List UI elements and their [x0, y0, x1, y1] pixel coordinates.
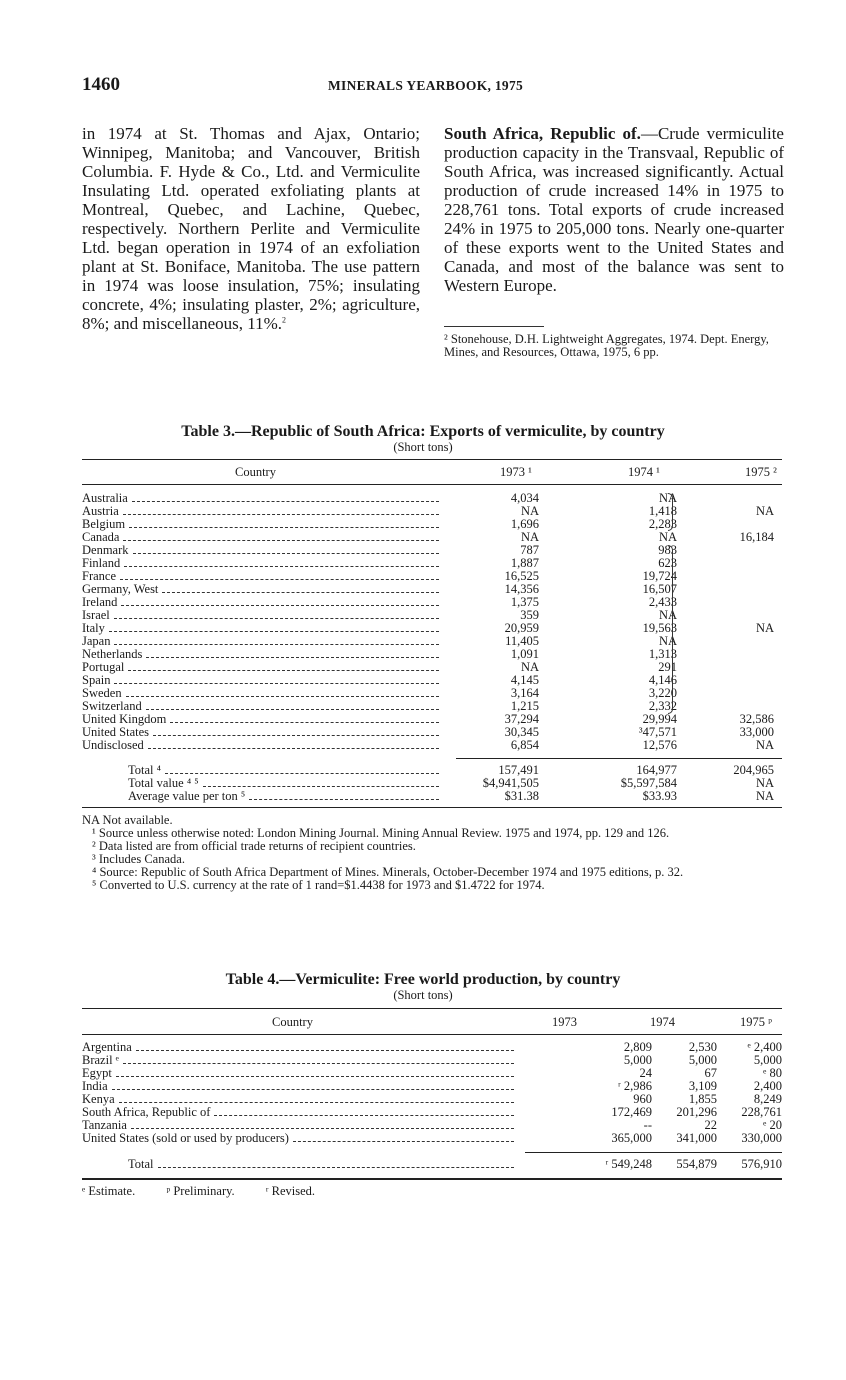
country-cell: [82, 635, 462, 648]
leader-dots: [162, 584, 439, 593]
row-label: Canada: [82, 531, 120, 544]
value-cell-1973: 14,356: [504, 582, 539, 596]
table-row: [82, 570, 782, 583]
country-cell: [82, 739, 462, 752]
value-cell-1973: 20,959: [504, 621, 539, 635]
page-number: 1460: [82, 74, 120, 95]
value-cell-1974: 164,977: [636, 763, 677, 777]
value-cell-1974: 5,000: [688, 1053, 717, 1067]
table4-title: Table 4.—Vermiculite: Free world production, by country: [225, 971, 621, 988]
row-label: Austria: [82, 505, 119, 518]
value-cell-1973: ʳ 549,248: [605, 1157, 652, 1171]
country-cell: [82, 570, 462, 583]
country-cell: [82, 557, 462, 570]
brace-1975-group1: [668, 493, 673, 531]
value-cell-1973: 172,469: [611, 1105, 652, 1119]
country-cell: [82, 609, 462, 622]
country-cell: [82, 583, 462, 596]
value-cell-1973: 787: [520, 543, 539, 557]
value-cell-1973: 2,809: [623, 1040, 652, 1054]
row-label: Belgium: [82, 518, 126, 531]
row-label: Germany, West: [82, 583, 159, 596]
leader-dots: [114, 675, 439, 684]
value-cell-1974: 16,507: [642, 582, 677, 596]
table3-head-rule: [82, 484, 782, 485]
value-cell-1975: 32,586: [739, 712, 774, 726]
leader-dots: [170, 714, 439, 723]
value-cell-1974: $33.93: [642, 789, 677, 803]
value-cell-1974: 554,879: [676, 1157, 717, 1171]
table-row: [82, 777, 782, 790]
table-row: [82, 700, 782, 713]
leader-dots: [116, 1068, 514, 1077]
value-cell-1975: 576,910: [741, 1157, 782, 1171]
row-label: United States (sold or used by producers): [82, 1132, 289, 1145]
footnote-2: ² Stonehouse, D.H. Lightweight Aggregates, 1974. Dept. Energy, Mines, and Resources, Ottawa, 1975, 6 pp.: [444, 332, 769, 359]
table4-subtitle: (Short tons): [393, 988, 453, 1002]
leader-dots: [148, 740, 439, 749]
row-label: Egypt: [82, 1067, 112, 1080]
country-cell: [82, 492, 462, 505]
value-cell-1975: 204,965: [733, 763, 774, 777]
leader-dots: [123, 506, 439, 515]
table4-head-rule: [82, 1034, 782, 1035]
row-label: Undisclosed: [82, 739, 144, 752]
value-cell-1974: 623: [658, 556, 677, 570]
value-cell-1975: ᵉ 80: [763, 1066, 782, 1080]
row-label: Brazil ᵉ: [82, 1054, 119, 1067]
value-cell-1974: 12,576: [642, 738, 677, 752]
value-cell-1975: [685, 648, 782, 661]
country-cell: [82, 531, 462, 544]
leader-dots: [203, 778, 439, 787]
table-row: [82, 1106, 782, 1119]
value-cell-1975: [685, 596, 782, 609]
value-cell-1974: 3,109: [688, 1079, 717, 1093]
left-column-text: in 1974 at St. Thomas and Ajax, Ontario; Winnipeg, Manitoba; and Vancouver, British Columbia. F. Hyde & Co., Ltd. and Vermiculite Insulating Ltd. operated exfoliating plants at Montreal, Quebec, and Lachine, Quebec, respectively. Northern Perlite and Vermiculite Ltd. began operation in 1974 of an exfoliation plant at St. Boniface, Manitoba. The use pattern in 1974 was loose insulation, 75%; insulating concrete, 4%; insulating plaster, 2%; agriculture, 8%; and miscellaneous, 11%.: [82, 124, 420, 333]
value-cell-1973: NA: [520, 504, 539, 518]
row-label: Switzerland: [82, 700, 142, 713]
table-row: [82, 518, 782, 531]
country-cell: [82, 596, 462, 609]
value-cell-1974: NA: [658, 530, 677, 544]
value-cell-1974: 29,994: [642, 712, 677, 726]
value-cell-1974: 22: [704, 1118, 717, 1132]
leader-dots: [126, 688, 439, 697]
table3-col-country: Country: [235, 465, 276, 479]
leader-dots: [146, 701, 439, 710]
table3-notes: [82, 814, 782, 892]
row-label: Ireland: [82, 596, 118, 609]
table4-bottom-rule: [82, 1178, 782, 1180]
country-cell: [82, 1132, 522, 1145]
value-cell-1973: 11,405: [505, 634, 539, 648]
row-label: Spain: [82, 674, 111, 687]
table3-subtitle: (Short tons): [393, 440, 453, 454]
value-cell-1975: 2,400: [753, 1079, 782, 1093]
table3-title: Table 3.—Republic of South Africa: Exports of vermiculite, by country: [181, 423, 665, 440]
leader-dots: [133, 545, 439, 554]
value-cell-1974: 1,313: [648, 647, 677, 661]
right-column-text: —Crude vermiculite production capacity in the Transvaal, Republic of South Africa, was increased significantly. Actual production of crude increased 14% in 1975 to 228,761 tons. Total exports of crude increased 24% in 1975 to 205,000 tons. Nearly one-quarter of these exports went to the United States and Canada, and most of the balance was sent to Western Europe.: [444, 124, 784, 295]
value-cell-1973: 16,525: [504, 569, 539, 583]
value-cell-1974: NA: [658, 634, 677, 648]
value-cell-1975: [685, 674, 782, 687]
value-cell-1974: 2,530: [688, 1040, 717, 1054]
leader-dots: [119, 1094, 514, 1103]
table4-col-1974: 1974: [650, 1015, 675, 1029]
value-cell-1975: [685, 687, 782, 700]
value-cell-1973: 157,491: [498, 763, 539, 777]
value-cell-1974: 19,563: [642, 621, 677, 635]
value-cell-1975: NA: [755, 789, 774, 803]
value-cell-1975: 8,249: [753, 1092, 782, 1106]
leader-dots: [146, 649, 439, 658]
leader-dots: [214, 1107, 514, 1116]
table-row: [82, 583, 782, 596]
leader-dots: [120, 571, 439, 580]
legend-preliminary: ᵖ Preliminary.: [166, 1184, 235, 1198]
leader-dots: [112, 1081, 514, 1090]
country-cell: [82, 674, 462, 687]
country-cell: [82, 518, 462, 531]
table3-col-1975: 1975 ²: [745, 465, 777, 479]
value-cell-1973: 365,000: [611, 1131, 652, 1145]
table-row: [82, 635, 782, 648]
table-row: [82, 531, 782, 544]
table3-total-rule: [456, 758, 782, 759]
value-cell-1973: --: [643, 1118, 652, 1132]
table4-col-country: Country: [272, 1015, 313, 1029]
value-cell-1973: 359: [520, 608, 539, 622]
value-cell-1973: 30,345: [504, 725, 539, 739]
value-cell-1975: NA: [755, 621, 774, 635]
leader-dots: [136, 1042, 514, 1051]
country-cell: [82, 700, 462, 713]
table-row: [82, 1054, 782, 1067]
value-cell-1975: 228,761: [741, 1105, 782, 1119]
value-cell-1973: 1,215: [510, 699, 539, 713]
value-cell-1975: [685, 557, 782, 570]
country-cell: [82, 1067, 522, 1080]
leader-dots: [132, 493, 439, 502]
footnote-rule: [444, 326, 544, 327]
value-cell-1975: ᵉ 20: [763, 1118, 782, 1132]
table-row: [82, 609, 782, 622]
table3-top-rule: [82, 459, 782, 460]
leader-dots: [123, 1055, 514, 1064]
table-row: [82, 492, 782, 505]
table-row: [82, 687, 782, 700]
value-cell-1974: 2,433: [648, 595, 677, 609]
body-right-column: [444, 124, 784, 295]
country-cell: [82, 713, 462, 726]
country-cell: [82, 687, 462, 700]
row-label: United States: [82, 726, 150, 739]
value-cell-1974: 341,000: [676, 1131, 717, 1145]
table-row: [82, 661, 782, 674]
value-cell-1975: NA: [755, 504, 774, 518]
row-label: Sweden: [82, 687, 122, 700]
value-cell-1973: 1,091: [510, 647, 539, 661]
table3-body: [82, 492, 782, 752]
table-row: [82, 1158, 782, 1171]
note-3: ³ Includes Canada.: [92, 852, 185, 866]
value-cell-1973: 37,294: [504, 712, 539, 726]
row-label: Japan: [82, 635, 111, 648]
note-5: ⁵ Converted to U.S. currency at the rate of 1 rand=$1.4438 for 1973 and $1.4722 for 1974.: [92, 878, 545, 892]
brace-1975-group2: [668, 545, 673, 714]
country-cell: [82, 544, 462, 557]
value-cell-1974: 67: [704, 1066, 717, 1080]
value-cell-1975: [685, 661, 782, 674]
table-row: [82, 648, 782, 661]
row-label: Finland: [82, 557, 121, 570]
value-cell-1975: 330,000: [741, 1131, 782, 1145]
country-cell: [82, 1119, 522, 1132]
value-cell-1973: 1,375: [510, 595, 539, 609]
value-cell-1975: 5,000: [753, 1053, 782, 1067]
table3-totals: [82, 764, 782, 803]
note-4: ⁴ Source: Republic of South Africa Department of Mines. Minerals, October-December 1974 and 1975 editions, p. 32.: [92, 865, 684, 879]
value-cell-1974: 4,146: [648, 673, 677, 687]
country-cell: [82, 1041, 522, 1054]
row-label: Italy: [82, 622, 105, 635]
value-cell-1973: 1,887: [510, 556, 539, 570]
table4-legend: [82, 1185, 315, 1198]
leader-dots: [165, 765, 439, 774]
value-cell-1975: [685, 570, 782, 583]
country-cell: [82, 1054, 522, 1067]
section-lead: South Africa, Republic of.: [444, 124, 641, 143]
table-row: [82, 622, 782, 635]
leader-dots: [121, 597, 439, 606]
leader-dots: [153, 727, 439, 736]
country-cell: [82, 661, 462, 674]
table-row: [82, 739, 782, 752]
value-cell-1974: 19,724: [642, 569, 677, 583]
value-cell-1974: NA: [658, 608, 677, 622]
row-label: Kenya: [82, 1093, 115, 1106]
country-cell: [82, 764, 462, 777]
leader-dots: [158, 1159, 514, 1168]
table-row: [82, 505, 782, 518]
row-label: France: [82, 570, 117, 583]
country-cell: [82, 790, 462, 803]
row-label: Denmark: [82, 544, 129, 557]
table-row: [82, 1067, 782, 1080]
value-cell-1975: NA: [755, 738, 774, 752]
table-row: [82, 557, 782, 570]
country-cell: [82, 1106, 522, 1119]
note-1: ¹ Source unless otherwise noted: London Mining Journal. Mining Annual Review. 1975 and 1974, pp. 129 and 126.: [92, 826, 670, 840]
value-cell-1974: 983: [658, 543, 677, 557]
value-cell-1973: 960: [633, 1092, 652, 1106]
row-label: South Africa, Republic of: [82, 1106, 211, 1119]
value-cell-1973: 4,145: [510, 673, 539, 687]
value-cell-1975: ᵉ 2,400: [747, 1040, 782, 1054]
leader-dots: [123, 532, 439, 541]
leader-dots: [114, 636, 439, 645]
legend-revised: ʳ Revised.: [265, 1184, 316, 1198]
table3-col-1973: 1973 ¹: [500, 465, 532, 479]
row-label: Australia: [82, 492, 128, 505]
row-label: India: [82, 1080, 108, 1093]
value-cell-1973: 4,034: [510, 491, 539, 505]
table-row: [82, 1080, 782, 1093]
value-cell-1975: 16,184: [739, 530, 774, 544]
country-cell: [82, 1158, 522, 1171]
table-row: [82, 1041, 782, 1054]
table3-col-1974: 1974 ¹: [628, 465, 660, 479]
value-cell-1973: 1,696: [510, 517, 539, 531]
value-cell-1975: [685, 583, 782, 596]
table4-total: [82, 1158, 782, 1171]
value-cell-1973: NA: [520, 660, 539, 674]
value-cell-1973: ʳ 2,986: [618, 1079, 652, 1093]
country-cell: [82, 622, 462, 635]
value-cell-1974: 1,855: [688, 1092, 717, 1106]
table-row: [82, 790, 782, 803]
running-title: MINERALS YEARBOOK, 1975: [328, 78, 524, 93]
value-cell-1974: ³47,571: [638, 725, 677, 739]
leader-dots: [124, 558, 439, 567]
country-cell: [82, 726, 462, 739]
row-label: Total value ⁴ ⁵: [128, 777, 199, 790]
value-cell-1973: 24: [639, 1066, 652, 1080]
value-cell-1974: 291: [658, 660, 677, 674]
value-cell-1973: $4,941,505: [482, 776, 539, 790]
country-cell: [82, 505, 462, 518]
value-cell-1974: 1,418: [648, 504, 677, 518]
note-na: NA Not available.: [82, 813, 173, 827]
row-label: Total: [128, 1158, 154, 1171]
table-row: [82, 764, 782, 777]
country-cell: [82, 777, 462, 790]
value-cell-1974: 201,296: [676, 1105, 717, 1119]
leader-dots: [131, 1120, 514, 1129]
note-2: ² Data listed are from official trade returns of recipient countries.: [92, 839, 416, 853]
table-row: [82, 1132, 782, 1145]
value-cell-1973: 5,000: [623, 1053, 652, 1067]
table-row: [82, 726, 782, 739]
row-label: Total ⁴: [128, 764, 161, 777]
leader-dots: [129, 519, 439, 528]
value-cell-1973: 3,164: [510, 686, 539, 700]
legend-estimate: ᵉ Estimate.: [82, 1184, 136, 1198]
row-label: United Kingdom: [82, 713, 167, 726]
value-cell-1975: 33,000: [739, 725, 774, 739]
table4-col-1975: 1975 ᵖ: [740, 1015, 773, 1029]
leader-dots: [249, 791, 439, 800]
country-cell: [82, 1080, 522, 1093]
table4-top-rule: [82, 1008, 782, 1009]
table3-bottom-rule: [82, 807, 782, 808]
row-label: Average value per ton ⁵: [128, 790, 246, 803]
row-label: Tanzania: [82, 1119, 127, 1132]
value-cell-1974: NA: [658, 491, 677, 505]
table-row: [82, 596, 782, 609]
value-cell-1975: [685, 635, 782, 648]
table-row: [82, 713, 782, 726]
country-cell: [82, 1093, 522, 1106]
value-cell-1974: 2,283: [648, 517, 677, 531]
value-cell-1974: 2,332: [648, 699, 677, 713]
leader-dots: [128, 662, 439, 671]
row-label: Argentina: [82, 1041, 132, 1054]
table-row: [82, 674, 782, 687]
table4-total-rule: [525, 1152, 782, 1153]
value-cell-1973: 6,854: [510, 738, 539, 752]
value-cell-1973: NA: [520, 530, 539, 544]
value-cell-1975: NA: [755, 776, 774, 790]
country-cell: [82, 648, 462, 661]
value-cell-1974: $5,597,584: [620, 776, 677, 790]
footnote-ref: 2: [282, 315, 287, 325]
leader-dots: [114, 610, 439, 619]
leader-dots: [109, 623, 439, 632]
value-cell-1974: 3,220: [648, 686, 677, 700]
table4-col-1973: 1973: [552, 1015, 577, 1029]
table4-body: [82, 1041, 782, 1145]
body-left-column: [82, 124, 420, 333]
table-row: [82, 544, 782, 557]
leader-dots: [293, 1133, 514, 1142]
row-label: Israel: [82, 609, 110, 622]
row-label: Netherlands: [82, 648, 143, 661]
value-cell-1975: [685, 544, 782, 557]
value-cell-1973: $31.38: [504, 789, 539, 803]
row-label: Portugal: [82, 661, 125, 674]
